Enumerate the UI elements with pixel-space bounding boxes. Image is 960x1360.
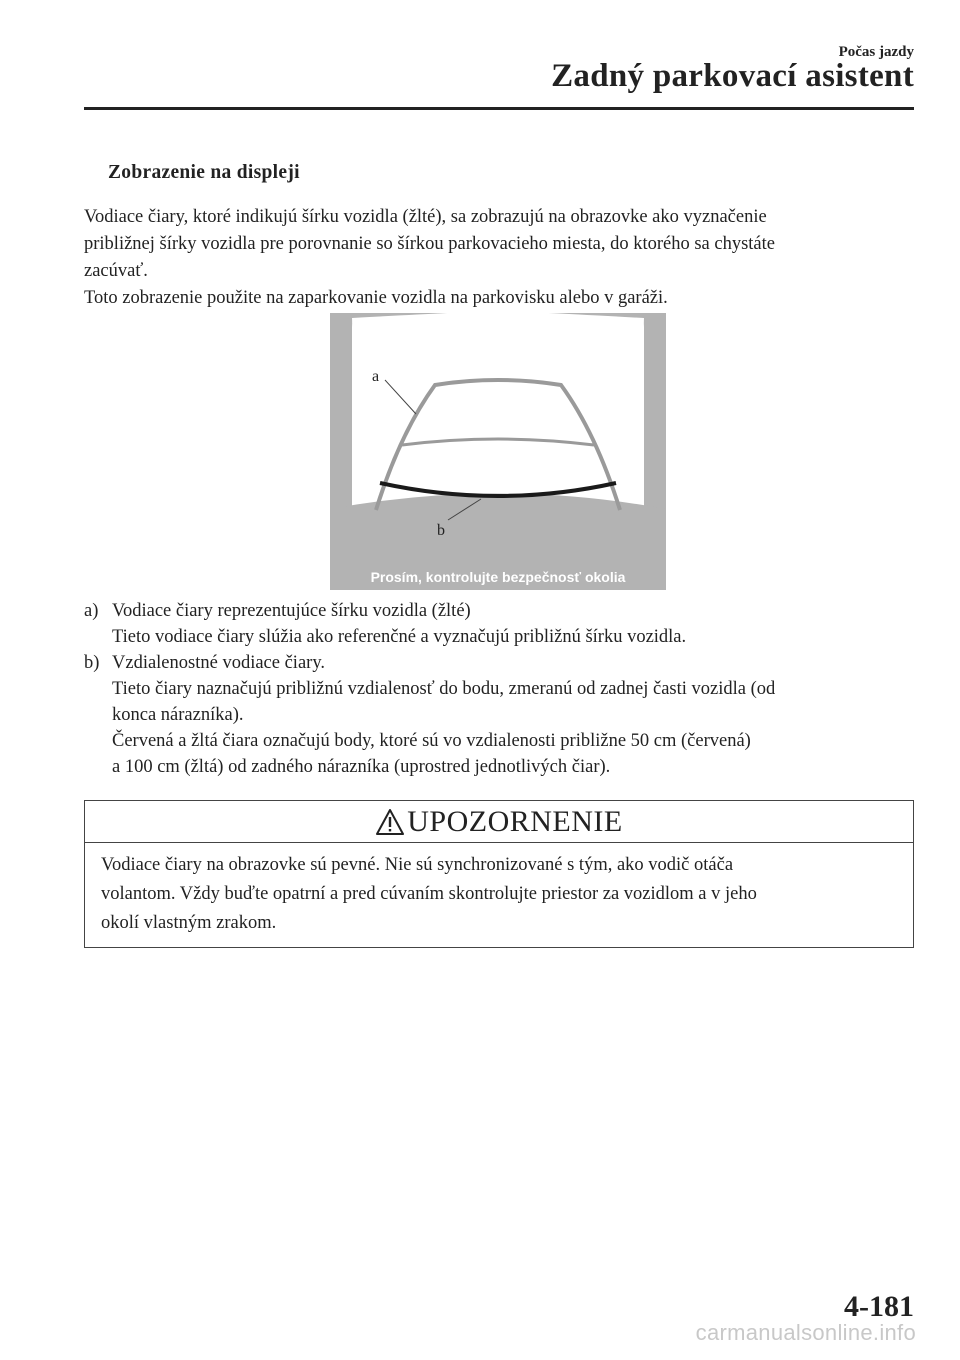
intro-line: zacúvať. (84, 261, 148, 281)
caption-line: konca nárazníka). (112, 705, 244, 725)
camera-display-svg (330, 313, 666, 590)
figure-captions (84, 598, 924, 780)
watermark: carmanualsonline.info (695, 1320, 916, 1345)
caption-line: Vzdialenostné vodiace čiary. (112, 653, 325, 673)
figure-label-b: b (437, 522, 445, 539)
section-subheading: Zobrazenie na displeji (108, 162, 300, 183)
caution-header (85, 801, 913, 843)
page-number: 4-181 (844, 1290, 914, 1323)
screen-safety-message: Prosím, kontrolujte bezpečnosť okolia (370, 569, 626, 585)
caption-a (84, 598, 924, 650)
intro-line: Toto zobrazenie použite na zaparkovanie vozidla na parkovisku alebo v garáži. (84, 288, 668, 308)
caption-line: a 100 cm (žltá) od zadného nárazníka (uprostred jednotlivých čiar). (112, 757, 611, 777)
header-divider (84, 107, 914, 110)
caption-line: Vodiace čiary reprezentujúce šírku vozidla (žlté) (112, 601, 471, 621)
caption-b (84, 650, 924, 780)
caption-letter: a) (84, 601, 99, 621)
caption-line: Tieto čiary naznačujú približnú vzdialenosť do bodu, zmeranú od zadnej časti vozidla (od (112, 679, 776, 699)
page-title: Zadný parkovací asistent (551, 58, 914, 94)
caution-line: volantom. Vždy buďte opatrní a pred cúvaním skontrolujte priestor za vozidlom a v jeho (101, 884, 757, 904)
caution-title: UPOZORNENIE (407, 804, 623, 838)
intro-paragraph (84, 204, 924, 312)
caution-box (84, 800, 914, 948)
warning-triangle-icon (375, 808, 405, 836)
caution-body (85, 843, 913, 938)
header-section: Počas jazdy (838, 44, 914, 60)
caution-line: Vodiace čiary na obrazovke sú pevné. Nie sú synchronizované s tým, ako vodič otáča (101, 855, 734, 875)
caption-letter: b) (84, 653, 100, 673)
camera-display-illustration (330, 313, 666, 590)
caption-line: Červená a žltá čiara označujú body, ktoré sú vo vzdialenosti približne 50 cm (červená) (112, 731, 751, 751)
caution-line: okolí vlastným zrakom. (101, 913, 277, 933)
figure-label-a: a (372, 368, 380, 385)
intro-line: približnej šírky vozidla pre porovnanie so šírkou parkovacieho miesta, do ktorého sa chystáte (84, 234, 775, 254)
caption-line: Tieto vodiace čiary slúžia ako referenčné a vyznačujú približnú šírku vozidla. (112, 627, 687, 647)
intro-line: Vodiace čiary, ktoré indikujú šírku vozidla (žlté), sa zobrazujú na obrazovke ako vyznačenie (84, 207, 767, 227)
